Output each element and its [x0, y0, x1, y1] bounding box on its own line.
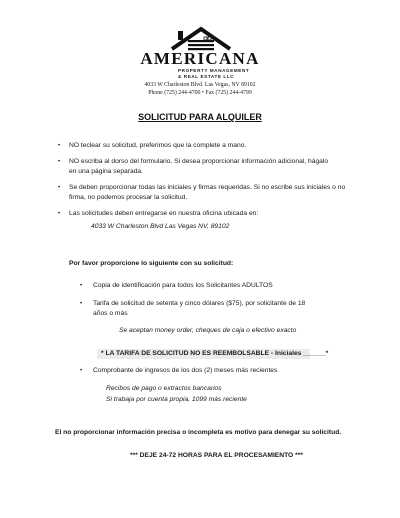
bullet-glyph: •	[58, 159, 61, 165]
instruction-no-back: NO escriba al dorso del formulario. Si desea proporcionar información adicional, hágalo	[69, 158, 329, 165]
income-note-selfemployed: Si trabaja por cuenta propia, 1099 más reciente	[106, 396, 247, 403]
instruction-deliver: Las solicitudes deben entregarse en nuestra oficina ubicada en:	[69, 210, 259, 217]
brand-subtitle	[178, 68, 268, 80]
bullet-glyph: •	[80, 283, 83, 289]
processing-time: *** DEJE 24-72 HORAS PARA EL PROCESAMIENTO ***	[130, 452, 303, 459]
instruction-initials: Se deben proporcionar todas las iniciales y firmas requeridas. Si no escribe sus iniciales o no	[69, 184, 346, 191]
delivery-address: 4033 W Charleston Blvd Las Vegas NV, 89102	[91, 223, 230, 230]
bullet-glyph: •	[58, 185, 61, 191]
page-title: SOLICITUD PARA ALQUILER	[138, 112, 262, 122]
instruction-no-typing: NO teclear su solicitud, preferimos que la complete a mano.	[69, 142, 247, 149]
instruction-initials-cont: firma, no podemos procesar la solicitud.	[69, 194, 188, 201]
office-address: 4033 W Charleston Blvd. Las Vegas, NV 89102	[144, 82, 256, 88]
bullet-glyph: •	[80, 368, 83, 374]
provide-fee-cont: años o más	[93, 310, 128, 317]
instruction-no-back-cont: en una página separada.	[69, 168, 143, 175]
phone-fax: Phone (725) 244-4700 • Fax (725) 244-4799	[148, 90, 252, 96]
provide-id: Copia de identificación para todos los Solicitantes ADULTOS	[93, 282, 273, 289]
provide-heading: Por favor proporcione lo siguiente con su solicitud:	[69, 260, 234, 267]
brand-subtitle-line-1: PROPERTY MANAGEMENT	[178, 68, 250, 73]
provide-fee: Tarifa de solicitud de setenta y cinco dólares ($75), por solicitante de 18	[93, 300, 306, 307]
non-refundable-notice: * LA TARIFA DE SOLICITUD NO ES REEMBOLSABLE - Iniciales ______*	[101, 350, 329, 357]
income-note-paystubs: Recibos de pago o extractos bancarios	[106, 385, 222, 392]
accuracy-warning: El no proporcionar información precisa o incompleta es motivo para denegar su solicitud.	[55, 429, 342, 436]
bullet-glyph: •	[80, 301, 83, 307]
income-proof: Comprobante de ingresos de los dos (2) meses más recientes	[93, 367, 278, 374]
bullet-glyph: •	[58, 143, 61, 149]
bullet-glyph: •	[58, 211, 61, 217]
payment-methods: Se aceptan money order, cheques de caja o efectivo exacto	[119, 327, 297, 334]
brand-name: AMERICANA	[140, 49, 260, 68]
brand-subtitle-line-2: & REAL ESTATE LLC	[178, 74, 235, 79]
